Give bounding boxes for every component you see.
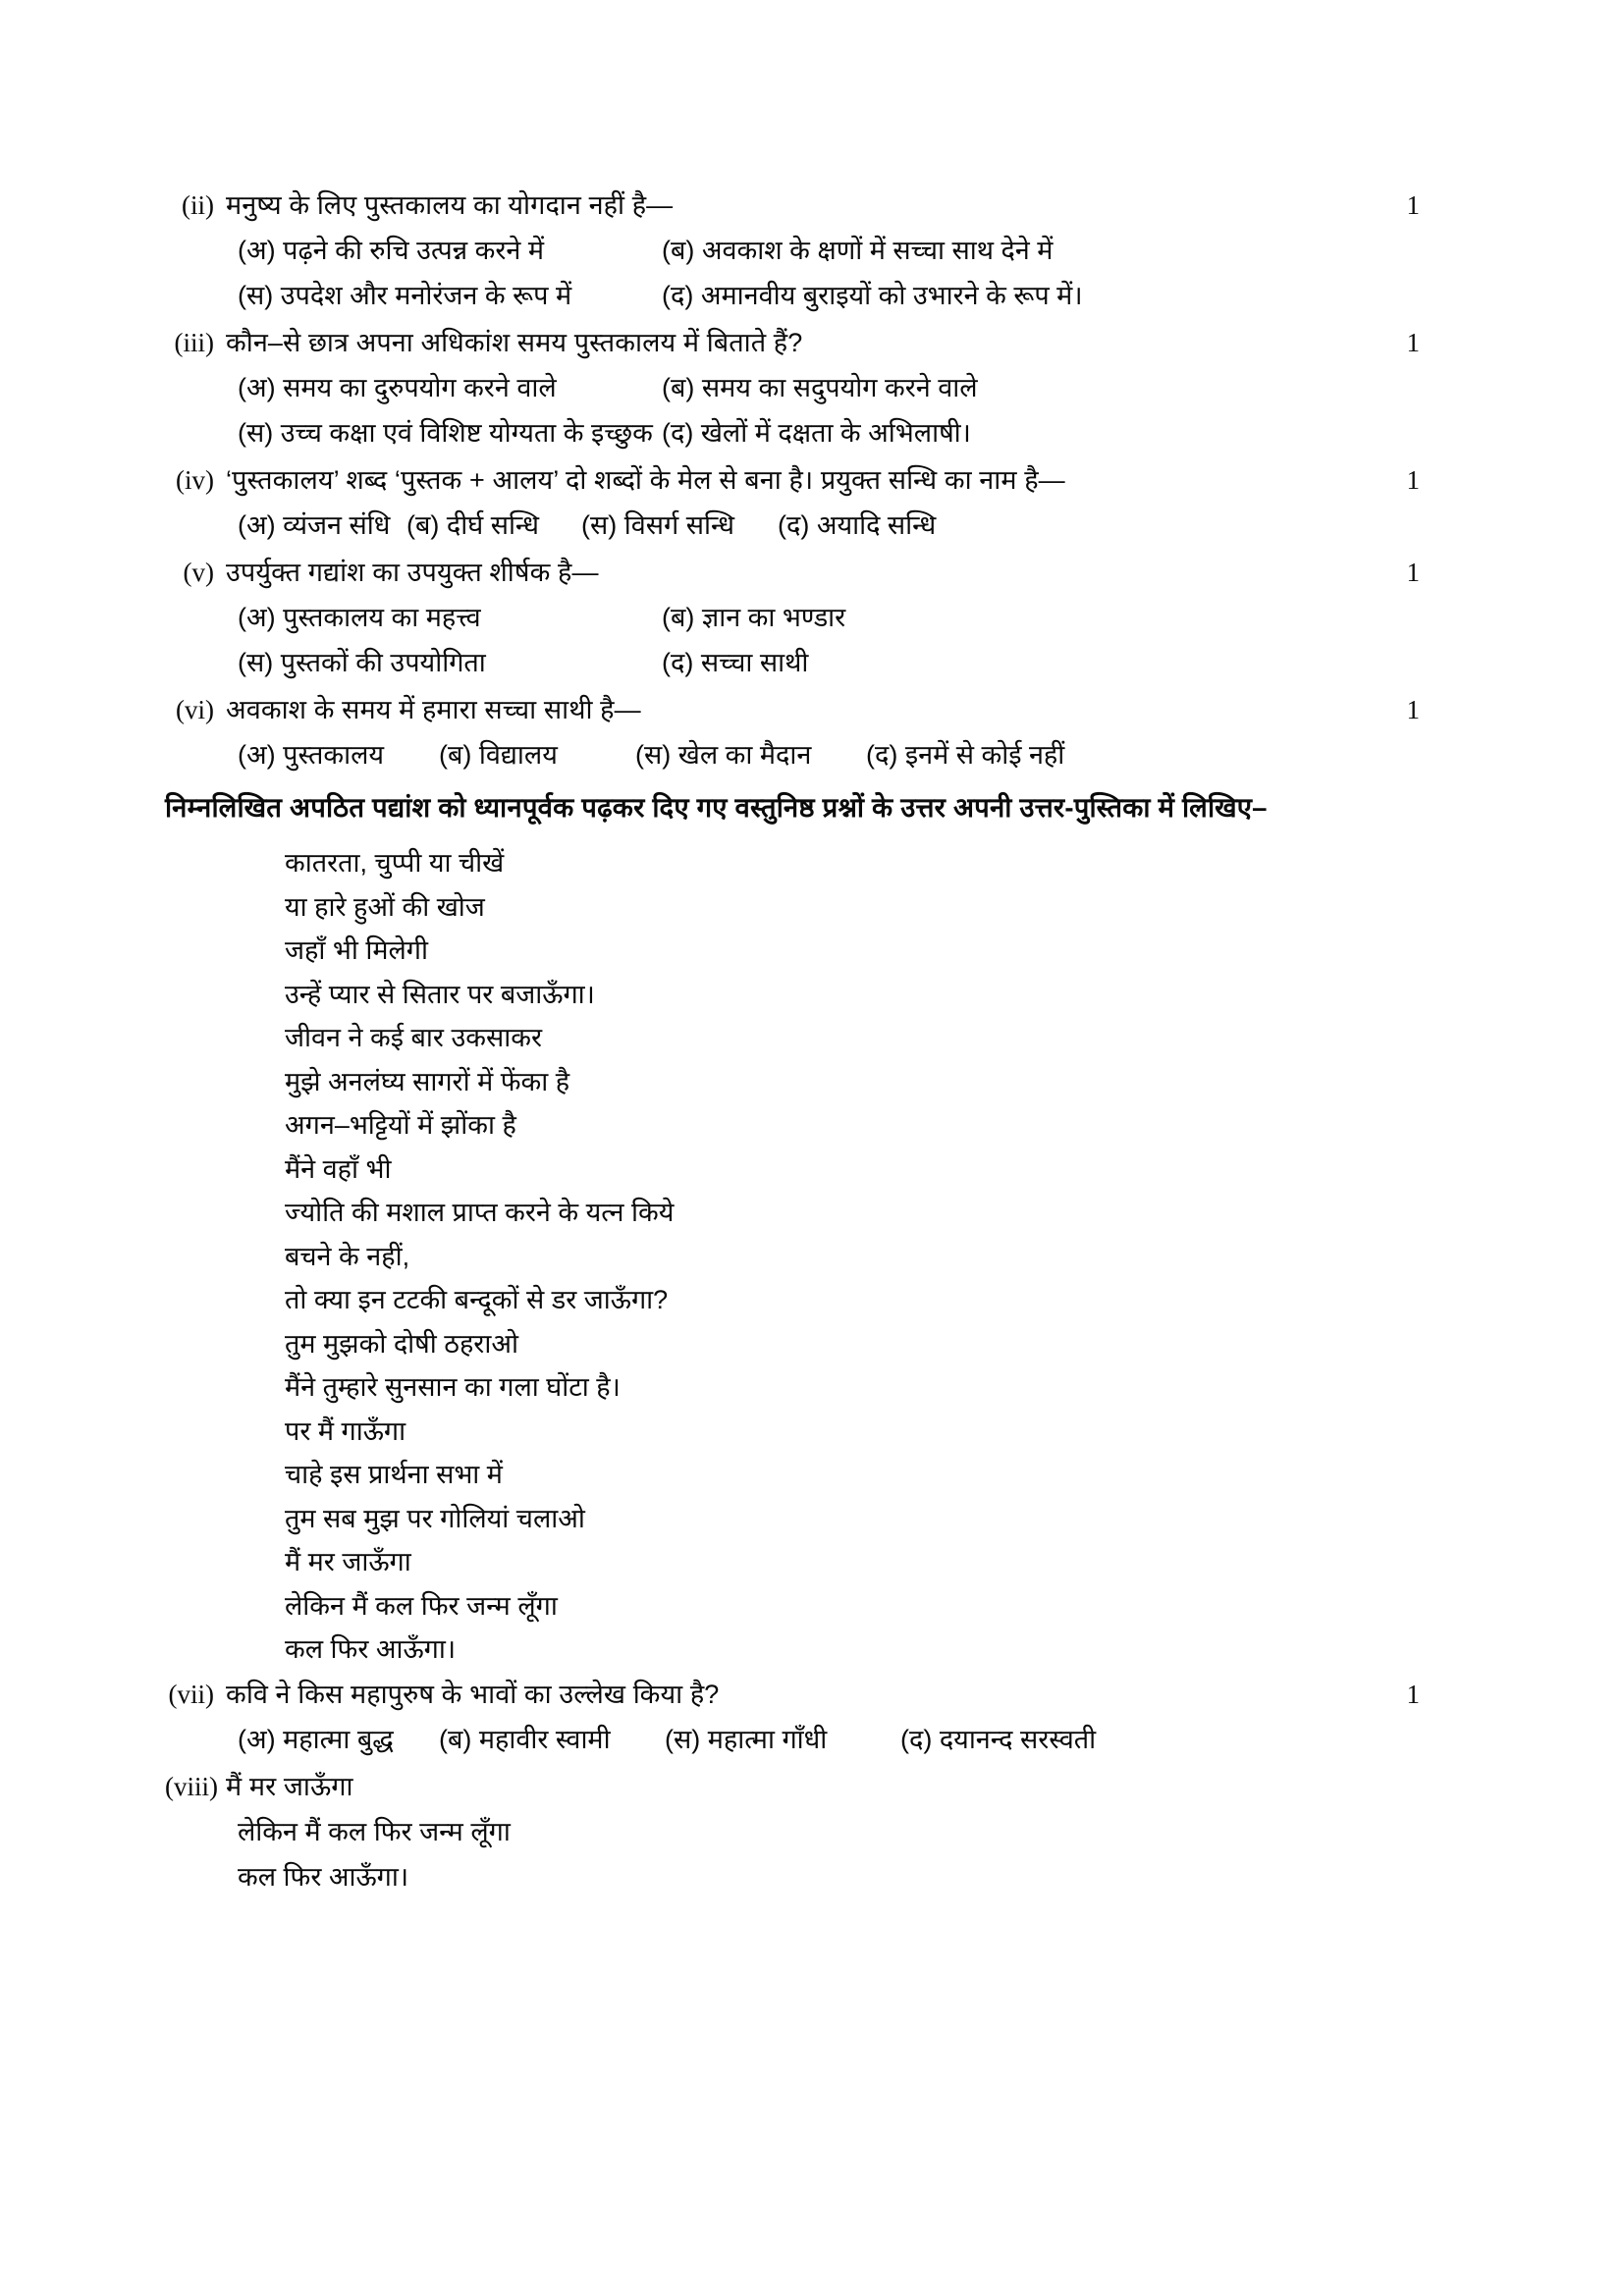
question-marks: 1 [1406, 190, 1420, 220]
option-row [165, 595, 1441, 640]
poem-line: ज्योति की मशाल प्राप्त करने के यत्न किये [285, 1198, 675, 1227]
question-block-ii [165, 183, 1441, 318]
question-block-iv [165, 457, 1441, 548]
option-a[interactable]: (अ) महात्मा बुद्ध [238, 1724, 394, 1754]
option-a[interactable]: (अ) पढ़ने की रुचि उत्पन्न करने में [238, 236, 545, 265]
poem-line: जीवन ने कई बार उकसाकर [285, 1023, 543, 1052]
option-c[interactable]: (स) खेल का मैदान [635, 740, 812, 770]
option-d[interactable]: (द) खेलों में दक्षता के अभिलाषी। [662, 418, 971, 448]
option-b[interactable]: (ब) महावीर स्वामी [439, 1724, 611, 1754]
question-marks: 1 [1406, 1679, 1420, 1709]
question-text: कौन–से छात्र अपना अधिकांश समय पुस्तकालय में बिताते हैं? [226, 328, 803, 357]
option-a[interactable]: (अ) व्यंजन संधि [238, 510, 391, 540]
option-b[interactable]: (ब) दीर्घ सन्धि [406, 510, 540, 540]
poem-line: अगन–भट्टियों में झोंका है [285, 1110, 516, 1140]
question-text: मैं मर जाऊँगा [226, 1771, 353, 1801]
question-heading [165, 1764, 1441, 1809]
option-row [165, 410, 1441, 455]
question-heading [165, 183, 1441, 228]
question-block-v [165, 550, 1441, 685]
question-heading [165, 550, 1441, 595]
question-number: (iii) [174, 328, 214, 357]
option-row [165, 1717, 1441, 1762]
option-d[interactable]: (द) अयादि सन्धि [778, 510, 937, 540]
poem-line: पर मैं गाऊँगा [285, 1415, 406, 1446]
option-b[interactable]: (ब) विद्यालय [439, 740, 558, 770]
poem-line: मैंने तुम्हारे सुनसान का गला घोंटा है। [285, 1372, 621, 1402]
passage-instruction: निम्नलिखित अपठित पद्यांश को ध्यानपूर्वक पढ़कर दिए गए वस्तुनिष्ठ प्रश्नों के उत्तर अपनी उत्तर-पुस्तिका में लिखिए– [165, 792, 1268, 823]
option-c[interactable]: (स) उपदेश और मनोरंजन के रूप में [238, 281, 572, 310]
question-text: कवि ने किस महापुरुष के भावों का उल्लेख किया है? [226, 1679, 720, 1709]
option-a[interactable]: (अ) समय का दुरुपयोग करने वाले [238, 373, 557, 402]
poem-passage [165, 841, 1441, 1672]
option-a[interactable]: (अ) पुस्तकालय [238, 740, 385, 770]
question-number: (iv) [176, 465, 214, 495]
question-block-viii [165, 1764, 1441, 1899]
poem-line: मुझे अनलंघ्य सागरों में फेंका है [285, 1066, 570, 1096]
question-sheet [165, 183, 1441, 1901]
option-row [165, 640, 1441, 685]
question-block-vi [165, 687, 1441, 777]
question-number: (v) [183, 558, 214, 587]
option-row [165, 732, 1441, 777]
option-c[interactable]: (स) पुस्तकों की उपयोगिता [238, 648, 486, 677]
question-text: उपर्युक्त गद्यांश का उपयुक्त शीर्षक है— [226, 558, 599, 587]
poem-line: उन्हें प्यार से सितार पर बजाऊँगा। [285, 979, 595, 1009]
question-heading [165, 687, 1441, 732]
question-block-vii [165, 1672, 1441, 1762]
question-marks: 1 [1406, 695, 1420, 724]
option-c[interactable]: (स) महात्मा गाँधी [665, 1724, 828, 1754]
poem-line: मैंने वहाँ भी [285, 1153, 392, 1184]
question-heading [165, 457, 1441, 503]
poem-line: तुम सब मुझ पर गोलियां चलाओ [285, 1503, 585, 1533]
option-d[interactable]: (द) अमानवीय बुराइयों को उभारने के रूप में। [662, 281, 1083, 310]
question-marks: 1 [1406, 465, 1420, 495]
poem-line: लेकिन मैं कल फिर जन्म लूँगा [285, 1590, 558, 1621]
poem-line: कातरता, चुप्पी या चीखें [285, 848, 505, 878]
poem-line: मैं मर जाऊँगा [285, 1547, 411, 1576]
poem-line: तो क्या इन टटकी बन्दूकों से डर जाऊँगा? [285, 1285, 669, 1314]
poem-line: बचने के नहीं, [285, 1241, 410, 1271]
option-row [165, 503, 1441, 548]
question-text: ‘पुस्तकालय’ शब्द ‘पुस्तक + आलय’ दो शब्दों के मेल से बना है। प्रयुक्त सन्धि का नाम है— [226, 465, 1065, 495]
question-number: (vi) [176, 695, 214, 724]
question-block-iii [165, 320, 1441, 455]
poem-line: चाहे इस प्रार्थना सभा में [285, 1460, 503, 1489]
option-c[interactable]: (स) उच्च कक्षा एवं विशिष्ट योग्यता के इच्छुक [238, 418, 653, 448]
option-b[interactable]: (ब) अवकाश के क्षणों में सच्चा साथ देने में [662, 236, 1054, 265]
option-b[interactable]: (ब) ज्ञान का भण्डार [662, 603, 846, 632]
poem-line: कल फिर आऊँगा। [285, 1634, 457, 1664]
option-row [165, 228, 1441, 273]
question-continuation-line: कल फिर आऊँगा। [238, 1861, 409, 1892]
poem-line: तुम मुझको दोषी ठहराओ [285, 1328, 518, 1359]
option-d[interactable]: (द) इनमें से कोई नहीं [866, 740, 1065, 770]
question-marks: 1 [1406, 558, 1420, 587]
question-marks: 1 [1406, 328, 1420, 357]
question-heading [165, 1672, 1441, 1717]
question-number: (ii) [182, 190, 214, 220]
question-text: मनुष्य के लिए पुस्तकालय का योगदान नहीं है— [226, 190, 674, 220]
poem-line: या हारे हुओं की खोज [285, 891, 485, 922]
option-a[interactable]: (अ) पुस्तकालय का महत्त्व [238, 603, 481, 632]
poem-line: जहाँ भी मिलेगी [285, 935, 428, 965]
option-d[interactable]: (द) दयानन्द सरस्वती [900, 1724, 1097, 1754]
question-number: (viii) [165, 1771, 218, 1801]
question-number: (vii) [168, 1679, 214, 1709]
option-row [165, 273, 1441, 318]
option-c[interactable]: (स) विसर्ग सन्धि [581, 510, 735, 540]
question-heading [165, 320, 1441, 365]
question-text: अवकाश के समय में हमारा सच्चा साथी है— [226, 695, 641, 724]
question-continuation-line: लेकिन मैं कल फिर जन्म लूँगा [238, 1816, 511, 1846]
option-row [165, 365, 1441, 410]
option-d[interactable]: (द) सच्चा साथी [662, 648, 809, 677]
option-b[interactable]: (ब) समय का सदुपयोग करने वाले [662, 373, 978, 402]
